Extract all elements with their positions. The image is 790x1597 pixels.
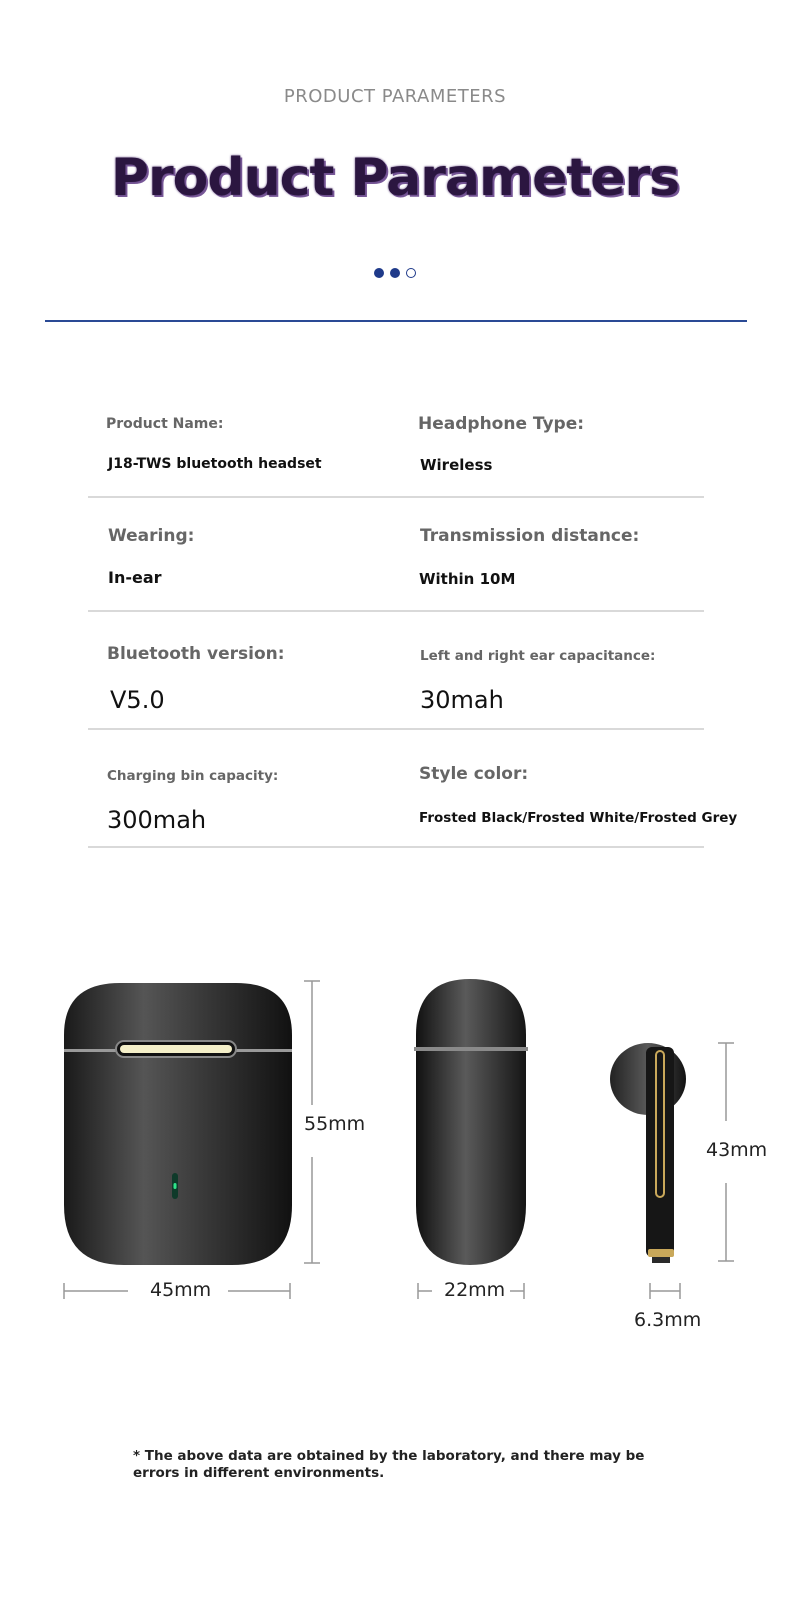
param-label-charging-bin-capacity: Charging bin capacity: [107, 768, 279, 784]
param-label-transmission-distance: Transmission distance: [420, 526, 640, 546]
param-label-style-color: Style color: [419, 764, 529, 784]
section-subtitle: PRODUCT PARAMETERS [283, 86, 507, 107]
param-value-style-color: Frosted Black/Frosted White/Frosted Grey [419, 810, 738, 826]
param-label-bluetooth-version: Bluetooth version: [107, 644, 285, 664]
dot-2 [390, 268, 400, 278]
parameters-table [88, 398, 738, 848]
param-value-ear-capacitance: 30mah [420, 686, 504, 714]
param-value-charging-bin-capacity: 300mah [107, 806, 207, 834]
dimension-diagram [0, 975, 790, 1355]
page-title: Product Parameters [110, 148, 680, 208]
param-label-product-name: Product Name: [106, 416, 224, 432]
case-height-label: 55mm [304, 1113, 366, 1135]
dot-1 [374, 268, 384, 278]
param-label-ear-capacitance: Left and right ear capacitance: [420, 648, 656, 664]
param-label-wearing: Wearing: [108, 526, 195, 546]
case-front-image [64, 983, 292, 1265]
param-value-transmission-distance: Within 10M [419, 570, 516, 588]
case-depth-label: 22mm [444, 1279, 506, 1301]
footnote: * The above data are obtained by the laboratory, and there may be errors in different environments. [133, 1448, 645, 1481]
param-value-headphone-type: Wireless [420, 456, 493, 474]
case-side-image [414, 979, 528, 1265]
param-value-bluetooth-version: V5.0 [110, 686, 165, 714]
dot-3 [406, 268, 416, 278]
param-row [88, 498, 704, 612]
earbud-image [610, 1043, 686, 1263]
pager-dots [0, 268, 790, 278]
earbud-width-dimension [650, 1283, 680, 1299]
param-row [88, 612, 704, 730]
product-illustrations [0, 975, 790, 1355]
param-label-headphone-type: Headphone Type: [418, 414, 585, 434]
param-value-wearing: In-ear [108, 568, 162, 587]
param-row [88, 730, 738, 848]
earbud-width-label: 6.3mm [634, 1309, 702, 1331]
case-width-label: 45mm [150, 1279, 212, 1301]
param-row [88, 398, 704, 498]
earbud-height-label: 43mm [706, 1139, 768, 1161]
param-value-product-name: J18-TWS bluetooth headset [108, 456, 322, 472]
divider-rule [45, 320, 747, 322]
